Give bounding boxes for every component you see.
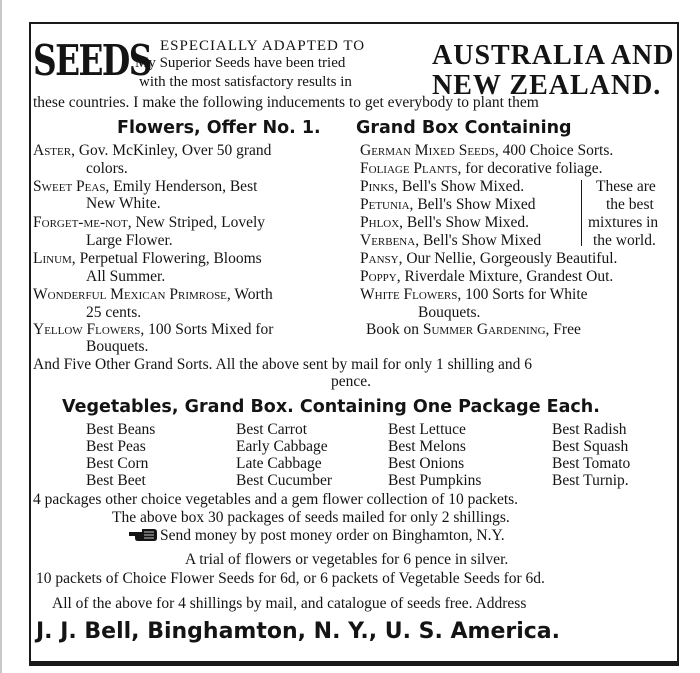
column-rule — [0, 0, 2, 673]
vegetable-item: Best Pumpkins — [388, 472, 482, 489]
vegetable-item: Early Cabbage — [236, 438, 328, 455]
vegetable-item: Best Turnip. — [552, 472, 629, 489]
vegetable-item: Best Beans — [86, 421, 156, 438]
seeds-heading: SEEDS — [33, 36, 151, 85]
australia-heading: AUSTRALIA AND — [432, 40, 675, 71]
book-offer: Book on Summer Gardening, Free — [366, 321, 581, 338]
mailed-price-line: The above box 30 packages of seeds mailed for only 2 shillings. — [112, 509, 510, 526]
mixtures-note: These are — [596, 178, 656, 195]
grand-box-item: Poppy, Riverdale Mixture, Grandest Out. — [360, 268, 614, 285]
vegetables-title: Vegetables, Grand Box. Containing One Package Each. — [62, 397, 600, 417]
flower-item: Aster, Gov. McKinley, Over 50 grand — [33, 142, 272, 159]
bottom-rule — [29, 661, 679, 664]
vegetable-item: Best Lettuce — [388, 421, 466, 438]
header-line-3: these countries. I make the following inducements to get everybody to plant them — [33, 94, 539, 111]
flower-item: Forget-me-not, New Striped, Lovely — [33, 214, 266, 231]
flower-item-cont: colors. — [86, 160, 128, 177]
flowers-offer-title: Flowers, Offer No. 1. — [117, 118, 321, 138]
vegetable-item: Best Melons — [388, 438, 466, 455]
grand-box-item: Foliage Plants, for decorative foliage. — [360, 160, 603, 177]
send-money-line: Send money by post money order on Binghamton, N.Y. — [160, 527, 505, 544]
vegetable-item: Best Onions — [388, 455, 465, 472]
vegetable-item: Best Carrot — [236, 421, 308, 438]
header-line-2: with the most satisfactory results in — [139, 74, 352, 90]
vegetable-item: Best Radish — [552, 421, 627, 438]
flower-item: Yellow Flowers, 100 Sorts Mixed for — [33, 321, 274, 338]
grand-box-item: Petunia, Bell's Show Mixed — [360, 196, 536, 213]
vegetable-item: Best Beet — [86, 472, 146, 489]
flower-item-cont: All Summer. — [86, 268, 166, 285]
mixtures-note: the world. — [593, 232, 656, 249]
pointing-hand-icon — [128, 527, 158, 546]
note-divider — [581, 180, 582, 246]
vegetable-item: Best Peas — [86, 438, 146, 455]
vegetable-item: Best Squash — [552, 438, 629, 455]
offer-price-line-cont: pence. — [331, 373, 372, 390]
flower-item: Sweet Peas, Emily Henderson, Best — [33, 178, 258, 195]
especially-adapted: ESPECIALLY ADAPTED TO — [160, 38, 366, 54]
address-footer: J. J. Bell, Binghamton, N. Y., U. S. America. — [36, 619, 560, 644]
flower-item-cont: Large Flower. — [86, 232, 173, 249]
grand-box-title: Grand Box Containing — [356, 118, 572, 138]
grand-box-item: German Mixed Seeds, 400 Choice Sorts. — [360, 142, 614, 159]
flower-item: Wonderful Mexican Primrose, Worth — [33, 286, 273, 303]
mixtures-note: the best — [606, 196, 654, 213]
trial-line: A trial of flowers or vegetables for 6 pence in silver. — [185, 551, 509, 568]
flower-item-cont: New White. — [86, 195, 161, 212]
grand-box-item: Phlox, Bell's Show Mixed. — [360, 214, 529, 231]
header-line-1: My Superior Seeds have been tried — [135, 55, 346, 71]
packets-line: 10 packets of Choice Flower Seeds for 6d, or 6 packets of Vegetable Seeds for 6d. — [36, 570, 545, 587]
mixtures-note: mixtures in — [588, 214, 659, 231]
offer-price-line: And Five Other Grand Sorts. All the above sent by mail for only 1 shilling and 6 — [33, 356, 532, 373]
grand-box-item: White Flowers, 100 Sorts for White — [360, 286, 588, 303]
grand-box-item: Pansy, Our Nellie, Gorgeously Beautiful. — [360, 250, 618, 267]
extra-packages-line: 4 packages other choice vegetables and a gem flower collection of 10 packets. — [33, 491, 519, 508]
flower-item: Linum, Perpetual Flowering, Blooms — [33, 250, 262, 267]
vegetable-item: Late Cabbage — [236, 455, 322, 472]
vegetable-item: Best Cucumber — [236, 472, 332, 489]
flower-item-cont: 25 cents. — [86, 304, 142, 321]
grand-box-item-cont: Bouquets. — [418, 304, 481, 321]
flower-item-cont: Bouquets. — [86, 338, 149, 355]
grand-box-item: Verbena, Bell's Show Mixed — [360, 232, 542, 249]
vegetable-item: Best Corn — [86, 455, 149, 472]
new-zealand-heading: NEW ZEALAND. — [432, 70, 662, 101]
grand-box-item: Pinks, Bell's Show Mixed. — [360, 178, 525, 195]
catalogue-line: All of the above for 4 shillings by mail, and catalogue of seeds free. Address — [52, 595, 527, 612]
vegetable-item: Best Tomato — [552, 455, 631, 472]
